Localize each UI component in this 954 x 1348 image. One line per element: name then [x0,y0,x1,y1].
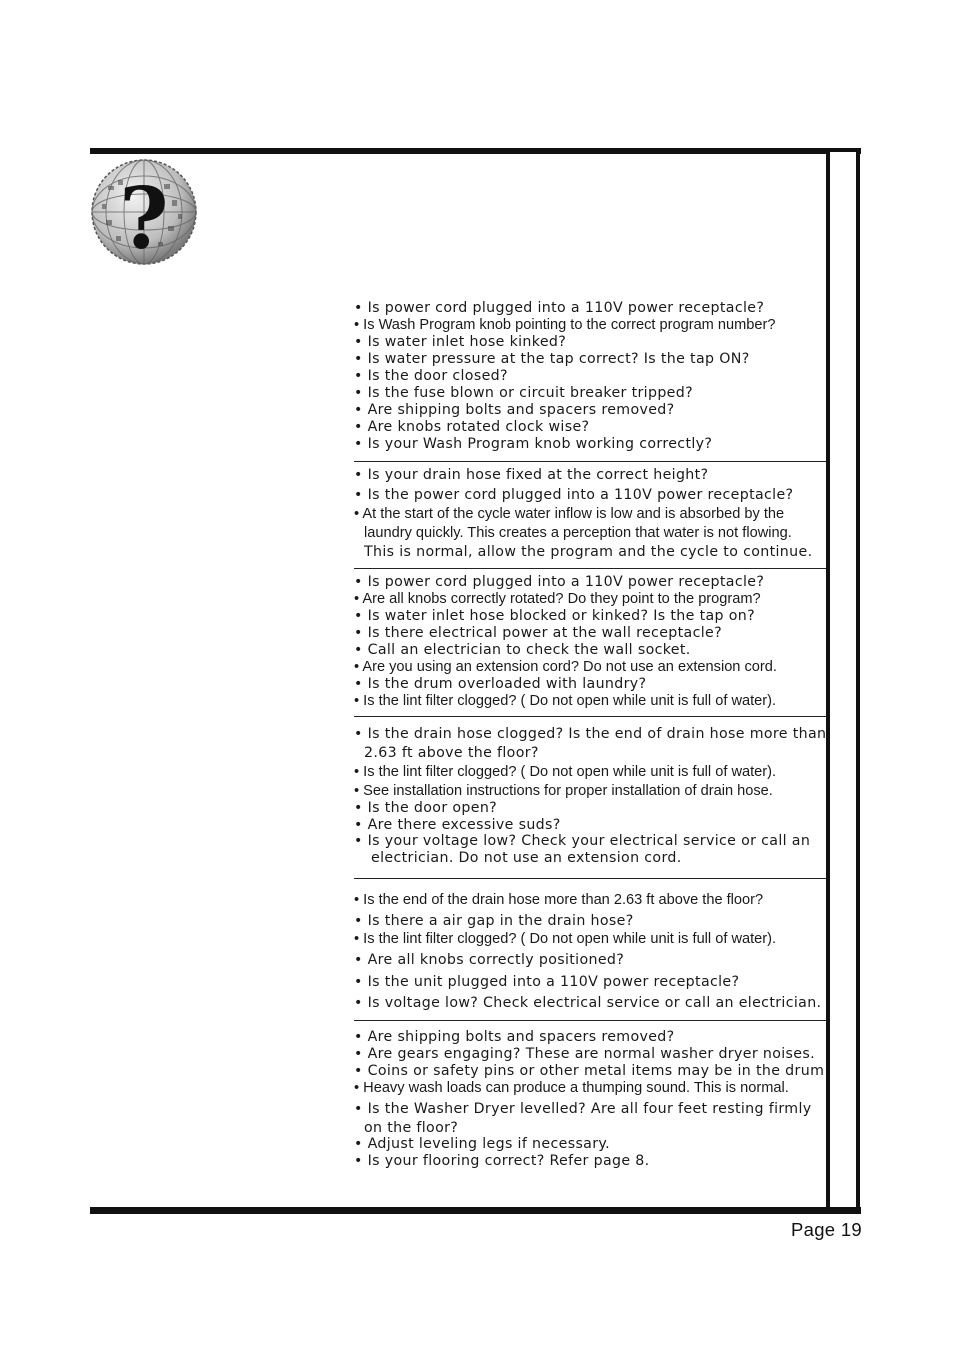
troubleshoot-section-5 [354,892,826,1017]
list-item: • Are gears engaging? These are normal washer dryer noises. [354,1046,815,1062]
troubleshoot-section-3 [354,574,826,714]
page-number: Page 19 [790,1219,862,1240]
list-item: • Are all knobs correctly rotated? Do they point to the program? [354,591,761,607]
list-item: • At the start of the cycle water inflow is low and is absorbed by the [354,506,785,522]
list-item: • Is there electrical power at the wall receptacle? [354,625,722,641]
section-divider [354,1020,826,1021]
list-item: • Is the door closed? [354,368,508,384]
list-item: • Is the power cord plugged into a 110V power receptacle? [354,487,794,503]
list-item: • Is power cord plugged into a 110V power receptacle? [354,574,765,590]
list-item: • Are there excessive suds? [354,817,561,833]
list-item: • Heavy wash loads can produce a thumping sound. This is normal. [354,1080,789,1096]
list-item: • Are shipping bolts and spacers removed? [354,402,675,418]
list-item: • Are knobs rotated clock wise? [354,419,590,435]
list-item: • See installation instructions for proper installation of drain hose. [354,783,773,799]
question-mark-globe-icon [88,156,200,268]
list-item: • Is the unit plugged into a 110V power receptacle? [354,974,740,990]
list-item: This is normal, allow the program and the cycle to continue. [364,544,813,560]
svg-text:?: ? [119,169,169,268]
list-item: • Is the drain hose clogged? Is the end of drain hose more than [354,726,827,742]
list-item: • Is there a air gap in the drain hose? [354,913,634,929]
list-item: • Is the fuse blown or circuit breaker tripped? [354,385,693,401]
list-item: • Call an electrician to check the wall socket. [354,642,691,658]
list-item: • Are all knobs correctly positioned? [354,952,625,968]
section-divider [354,878,826,879]
list-item: • Are shipping bolts and spacers removed? [354,1029,675,1045]
list-item: • Is Wash Program knob pointing to the correct program number? [354,317,776,333]
list-item: electrician. Do not use an extension cord. [371,850,682,866]
list-item: on the floor? [364,1120,459,1136]
list-item: • Is water inlet hose blocked or kinked? Is the tap on? [354,608,756,624]
bottom-rule [90,1207,861,1214]
section-divider [354,716,826,717]
list-item: • Is the end of the drain hose more than 2.63 ft above the floor? [354,892,764,908]
troubleshoot-section-1 [354,300,826,460]
troubleshoot-section-2 [354,467,826,567]
list-item: • Is the lint filter clogged? ( Do not open while unit is full of water). [354,693,777,709]
list-item: • Is voltage low? Check electrical service or call an electrician. [354,995,822,1011]
list-item: • Is the door open? [354,800,498,816]
list-item: • Is your drain hose fixed at the correct height? [354,467,709,483]
list-item: 2.63 ft above the floor? [364,745,539,761]
list-item: • Coins or safety pins or other metal items may be in the drum [354,1063,825,1079]
section-divider [354,568,826,569]
list-item: • Is water inlet hose kinked? [354,334,567,350]
list-item: • Are you using an extension cord? Do not use an extension cord. [354,659,777,675]
list-item: • Is your Wash Program knob working correctly? [354,436,713,452]
side-bar [826,152,860,1210]
list-item: • Is the lint filter clogged? ( Do not open while unit is full of water). [354,764,777,780]
list-item: laundry quickly. This creates a perception that water is not flowing. [364,525,792,541]
list-item: • Is the lint filter clogged? ( Do not open while unit is full of water). [354,931,777,947]
troubleshoot-section-4 [354,726,826,871]
list-item: • Is the drum overloaded with laundry? [354,676,647,692]
list-item: • Is your voltage low? Check your electrical service or call an [354,833,811,849]
list-item: • Adjust leveling legs if necessary. [354,1136,610,1152]
list-item: • Is your flooring correct? Refer page 8. [354,1153,650,1169]
troubleshoot-section-6 [354,1029,826,1179]
list-item: • Is the Washer Dryer levelled? Are all four feet resting firmly [354,1101,812,1117]
list-item: • Is water pressure at the tap correct? Is the tap ON? [354,351,750,367]
list-item: • Is power cord plugged into a 110V power receptacle? [354,300,765,316]
section-divider [354,461,826,462]
top-rule [90,148,861,154]
